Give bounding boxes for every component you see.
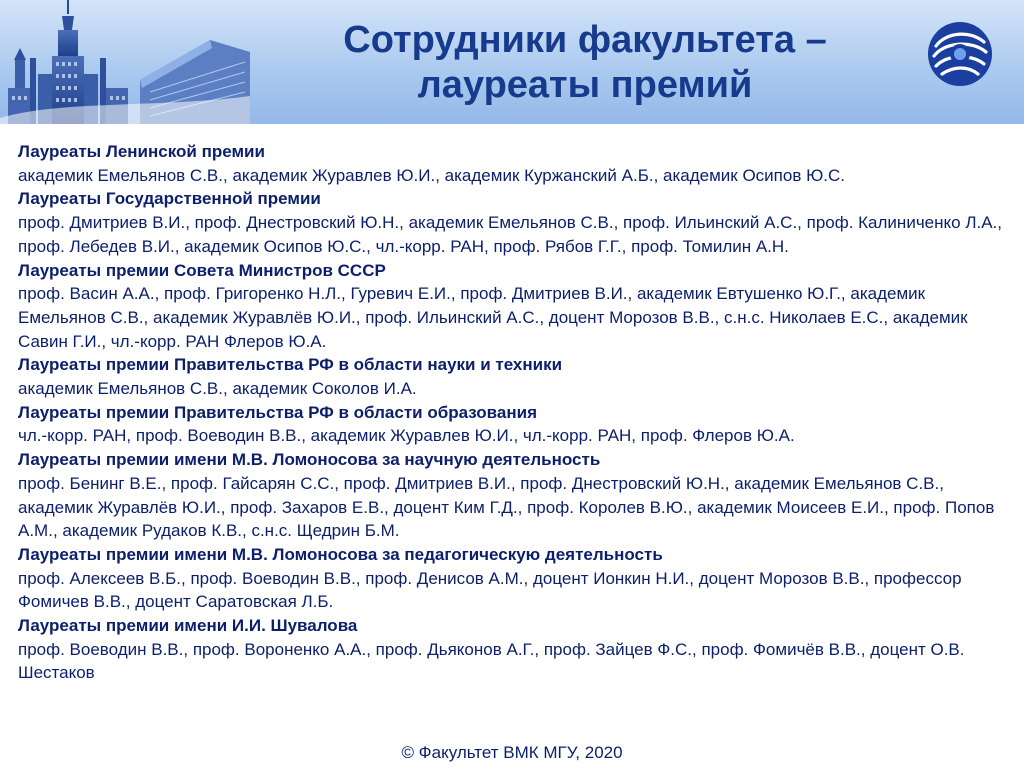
moscow-university-buildings-icon [0,0,250,124]
section-body: проф. Васин А.А., проф. Григоренко Н.Л., Гуревич Е.И., проф. Дмитриев В.И., академик Евтушенко Ю.Г., академик Емельянов С.В., академик Журавлёв Ю.И., проф. Ильинский А.С., доцент Морозов В.В., с.н.с. Николаев Е.С., академик Савин Г.И., чл.-корр. РАН Флеров Ю.А. [18,284,968,351]
section-body: проф. Воеводин В.В., проф. Вороненко А.А., проф. Дьяконов А.Г., проф. Зайцев Ф.С., проф. Фомичёв В.В., доцент О.В. Шестаков [18,639,965,683]
section-rf-science-prize [18,353,1008,400]
section-lomonosov-science-prize [18,448,1008,543]
section-body: чл.-корр. РАН, проф. Воеводин В.В., академик Журавлев Ю.И., чл.-корр. РАН, проф. Флеров Ю.А. [18,426,795,446]
page-title-line-2: лауреаты премий [417,64,753,106]
section-title: Лауреаты премии имени М.В. Ломоносова за педагогическую деятельность [18,544,663,564]
section-title: Лауреаты Ленинской премии [18,142,265,161]
header [0,0,1024,124]
section-title: Лауреаты премии Правительства РФ в области образования [18,402,538,422]
section-body: академик Емельянов С.В., академик Соколов И.А. [18,379,417,399]
footer-copyright: © Факультет ВМК МГУ, 2020 [401,743,623,762]
vmk-logo-icon [926,20,994,88]
section-shuvalov-prize [18,614,1008,685]
section-rf-education-prize [18,401,1008,448]
section-title: Лауреаты премии Совета Министров СССР [18,260,386,280]
section-body: проф. Бенинг В.Е., проф. Гайсарян С.С., проф. Дмитриев В.И., проф. Днестровский Ю.Н., академик Емельянов С.В., академик Журавлёв Ю.И., проф. Захаров Е.В., доцент Ким Г.Д., проф. Королев В.Ю., академик Моисеев Е.И., проф. Попов А.М., академик Рудаков К.В., с.н.с. Щедрин Б.М. [18,473,995,541]
page-title [250,18,920,108]
section-body: проф. Дмитриев В.И., проф. Днестровский Ю.Н., академик Емельянов С.В., проф. Ильинский А.С., проф. Калиниченко Л.А., проф. Лебедев В.И., академик Осипов Ю.С., чл.-корр. РАН, проф. Рябов Г.Г., проф. Томилин А.Н. [18,213,1002,256]
section-body: проф. Алексеев В.Б., проф. Воеводин В.В., проф. Денисов А.М., доцент Ионкин Н.И., доцент Морозов В.В., профессор Фомичев В.В., доцент Саратовская Л.Б. [18,568,962,612]
section-state-prize [18,187,1008,258]
section-title: Лауреаты премии имени И.И. Шувалова [18,616,358,636]
section-ussr-council-prize [18,259,1008,354]
section-lomonosov-teaching-prize [18,543,1008,614]
section-lenin-prize [18,140,1008,187]
section-body: академик Емельянов С.В., академик Журавлев Ю.И., академик Куржанский А.Б., академик Осипов Ю.С. [18,165,845,185]
section-title: Лауреаты премии имени М.В. Ломоносова за научную деятельность [18,450,601,470]
laureates-list [18,140,1008,685]
page-title-line-1: Сотрудники факультета – [343,19,827,61]
section-title: Лауреаты премии Правительства РФ в области науки и техники [18,355,563,375]
section-title: Лауреаты Государственной премии [18,189,321,209]
